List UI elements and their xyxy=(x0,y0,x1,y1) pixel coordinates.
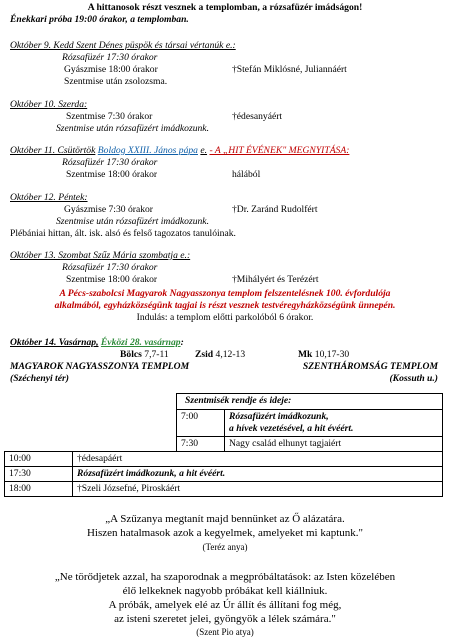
reading-1: Bölcs 7,7-11 xyxy=(120,349,169,360)
schedule-text: Rózsafüzért imádkozunk, a hívek vezetésével, a hit évéért. xyxy=(225,410,443,437)
oct12-note: Szentmise után rózsafüzért imádkozunk. xyxy=(56,216,209,227)
oct10-intention: †édesanyáért xyxy=(232,111,283,122)
schedule-time: 10:00 xyxy=(5,452,73,467)
oct13-title: Október 13. Szombat Szűz Mária szombatja e.: xyxy=(10,250,191,261)
schedule-time: 7:00 xyxy=(177,410,225,437)
quote1-author: (Teréz anya) xyxy=(202,542,248,552)
schedule-text: †édesapáért xyxy=(73,452,443,467)
church-left: MAGYAROK NAGYASSZONYA TEMPLOM xyxy=(10,361,190,372)
schedule-time: 7:30 xyxy=(177,437,225,452)
oct12-catechism: Plébániai hittan, ált. isk. alsó és felső tagozatos tanulóinak. xyxy=(10,228,236,239)
quote2-line4: az isteni szeretet jelei, gyöngyök a lélek számára." xyxy=(114,613,336,625)
oct11-mass: Szentmise 18:00 órakor xyxy=(66,169,158,180)
saint-link[interactable]: Boldog XXIII. János pápa xyxy=(97,145,198,156)
church-right-location: (Kossuth u.) xyxy=(389,373,438,384)
quote1-line2: Hiszen hatalmasok azok a kegyelmek, amelyeket mi kaptunk." xyxy=(86,527,364,539)
reading-3: Mk 10,17-30 xyxy=(298,349,350,360)
oct12-mass: Gyászmise 7:30 órakor xyxy=(64,204,153,215)
church-left-location: (Széchenyi tér) xyxy=(10,373,69,384)
oct11-rosary: Rózsafüzér 17:30 órakor xyxy=(62,157,158,168)
oct9-title: Október 9. Kedd Szent Dénes püspök és társai vértanúk e.: xyxy=(10,40,236,51)
oct10-note: Szentmise után rózsafüzért imádkozunk. xyxy=(56,123,209,134)
oct12-intention: †Dr. Zaránd Rudolfért xyxy=(232,204,318,215)
schedule-table-right xyxy=(176,393,443,452)
announcement-line1: A Pécs-szabolcsi Magyarok Nagyasszonya templom felszentelésnek 100. évfordulója xyxy=(59,288,391,299)
quote2-line3: A próbák, amelyek elé az Úr állít és állítani fog még, xyxy=(108,599,342,611)
oct9-rosary: Rózsafüzér 17:30 órakor xyxy=(62,52,158,63)
schedule-text: Rózsafüzért imádkozunk, a hit évéért. xyxy=(73,467,443,482)
reading-2: Zsid 4,12-13 xyxy=(195,349,246,360)
oct9-mass: Gyászmise 18:00 órakor xyxy=(64,64,158,75)
header-line2: Énekkari próba 19:00 órakor, a templomban. xyxy=(10,14,189,25)
schedule-text: Nagy család elhunyt tagjaiért xyxy=(225,437,443,452)
oct12-title: Október 12. Péntek: xyxy=(10,192,88,203)
announcement-line3: Indulás: a templom előtti parkolóból 6 órakor. xyxy=(136,312,314,323)
oct10-title: Október 10. Szerda: xyxy=(10,99,88,110)
oct11-title: Október 11. Csütörtök Boldog XXIII. János pápa e. - A „HIT ÉVÉNEK" MEGNYITÁSA: xyxy=(10,145,350,156)
quote2-line1: „Ne törődjetek azzal, ha szaporodnak a megpróbáltatások: az Isten közelében xyxy=(54,571,396,583)
schedule-time: 18:00 xyxy=(5,482,73,497)
oct13-rosary: Rózsafüzér 17:30 órakor xyxy=(62,262,158,273)
oct13-intention: †Mihályért és Terézért xyxy=(232,274,319,285)
quote2-line2: élő lelkeknek nagyobb próbákat kell kiállniuk. xyxy=(122,585,328,597)
quote1-line1: „A Szűzanya megtanít majd bennünket az Ő alázatára. xyxy=(105,513,345,525)
faith-year-heading: - A „HIT ÉVÉNEK" MEGNYITÁSA: xyxy=(209,145,350,156)
oct14-title: Október 14. Vasárnap, Évközi 28. vasárnap: xyxy=(10,337,184,348)
header-line1: A hittanosok részt vesznek a templomban, a rózsafüzér imádságon! xyxy=(87,2,363,13)
schedule-table-left xyxy=(4,451,443,497)
schedule-text: †Szeli Józsefné, Piroskáért xyxy=(73,482,443,497)
oct11-intention: hálából xyxy=(232,169,261,180)
church-right: SZENTHÁROMSÁG TEMPLOM xyxy=(302,361,438,372)
oct9-note: Szentmise után zsolozsma. xyxy=(64,76,168,87)
schedule-time: 17:30 xyxy=(5,467,73,482)
oct10-mass: Szentmise 7:30 órakor xyxy=(66,111,153,122)
oct9-intention: †Stefán Miklósné, Juliannáért xyxy=(232,64,347,75)
ordinary-sunday-label: Évközi 28. vasárnap xyxy=(100,337,181,348)
quote2-author: (Szent Pio atya) xyxy=(196,627,254,637)
oct13-mass: Szentmise 18:00 órakor xyxy=(66,274,158,285)
schedule-header: Szentmisék rendje és ideje: xyxy=(177,394,443,410)
announcement-line2: alkalmából, egyházközségünk tagjai is részt vesznek testvéregyházközségünk ünnepén. xyxy=(54,300,396,311)
